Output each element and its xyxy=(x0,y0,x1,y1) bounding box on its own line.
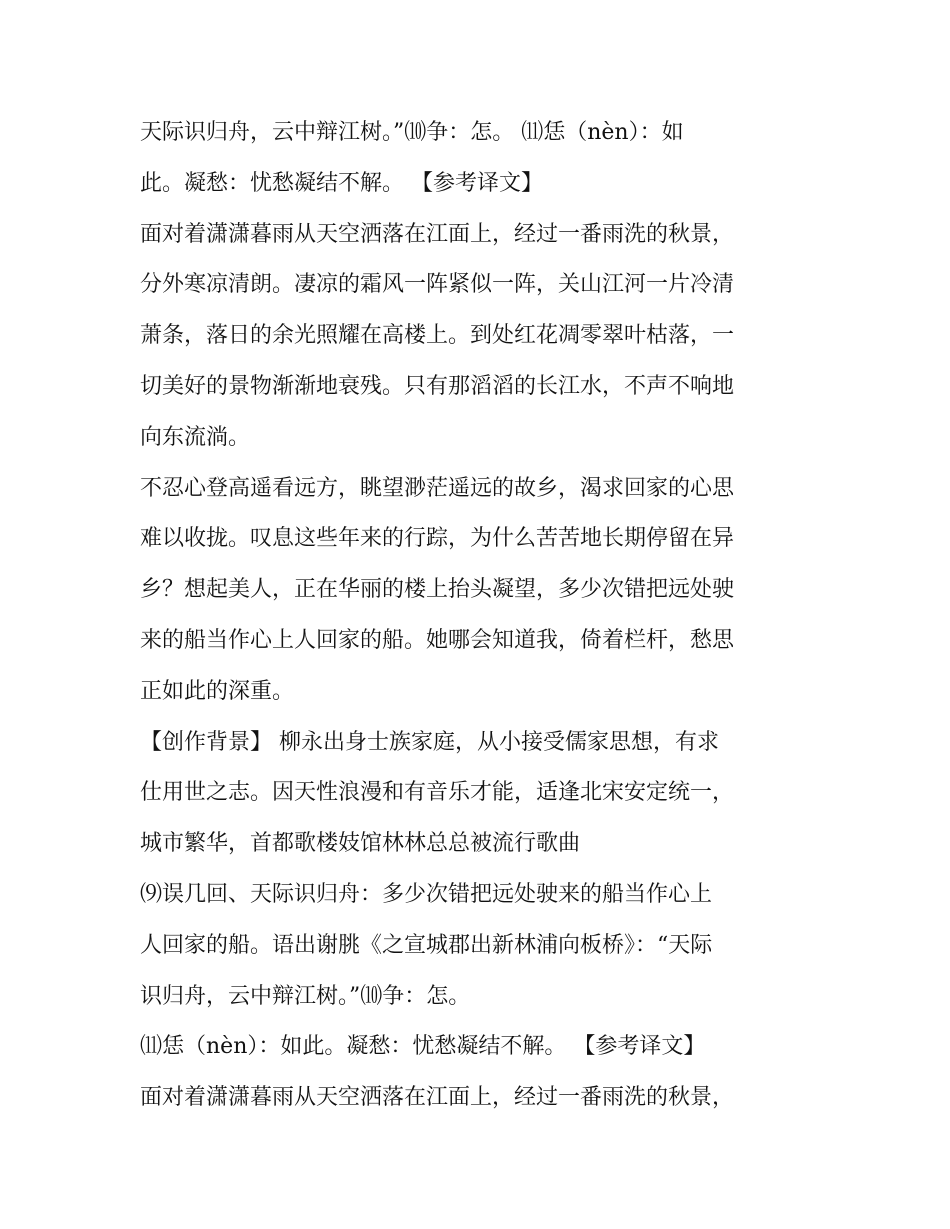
text-line: 【创作背景】 柳永出身士族家庭，从小接受儒家思想，有求 xyxy=(140,729,719,755)
text-line: 分外寒凉清朗。凄凉的霜风一阵紧似一阵，关山江河一片冷清 xyxy=(140,272,735,298)
text-line: 向东流淌。 xyxy=(140,424,251,450)
text-line: 仕用世之志。因天性浪漫和有音乐才能，适逢北宋安定统一， xyxy=(140,780,735,806)
text-line: ⑼误几回、天际识归舟：多少次错把远处驶来的船当作心上 xyxy=(140,881,713,907)
text-line: 识归舟，云中辩江树。”⑽争：怎。 xyxy=(140,983,471,1009)
text-line: 人回家的船。语出谢朓《之宣城郡出新林浦向板桥》：“天际 xyxy=(140,932,713,958)
text-line: 正如此的深重。 xyxy=(140,678,295,704)
text-line: ⑾恁（nèn）：如此。凝愁：忧愁凝结不解。 【参考译文】 xyxy=(140,1034,706,1060)
text-line: 天际识归舟，云中辩江树。”⑽争：怎。 ⑾恁（nèn）：如 xyxy=(140,120,684,145)
body-text xyxy=(140,108,820,1124)
text-line: 面对着潇潇暮雨从天空洒落在江面上，经过一番雨洗的秋景， xyxy=(140,1085,735,1111)
text-line: 此。凝愁：忧愁凝结不解。 【参考译文】 xyxy=(140,170,543,196)
text-line: 不忍心登高遥看远方，眺望渺茫遥远的故乡，渴求回家的心思 xyxy=(140,475,735,501)
text-line: 萧条，落日的余光照耀在高楼上。到处红花凋零翠叶枯落，一 xyxy=(140,323,735,349)
text-line: 城市繁华，首都歌楼妓馆林林总总被流行歌曲 xyxy=(140,831,581,857)
text-line: 切美好的景物渐渐地衰残。只有那滔滔的长江水，不声不响地 xyxy=(140,373,735,399)
text-line: 来的船当作心上人回家的船。她哪会知道我，倚着栏杆，愁思 xyxy=(140,627,735,653)
text-line: 难以收拢。叹息这些年来的行踪，为什么苦苦地长期停留在异 xyxy=(140,526,735,552)
text-line: 面对着潇潇暮雨从天空洒落在江面上，经过一番雨洗的秋景， xyxy=(140,221,735,247)
text-line: 乡？想起美人，正在华丽的楼上抬头凝望，多少次错把远处驶 xyxy=(140,577,735,603)
